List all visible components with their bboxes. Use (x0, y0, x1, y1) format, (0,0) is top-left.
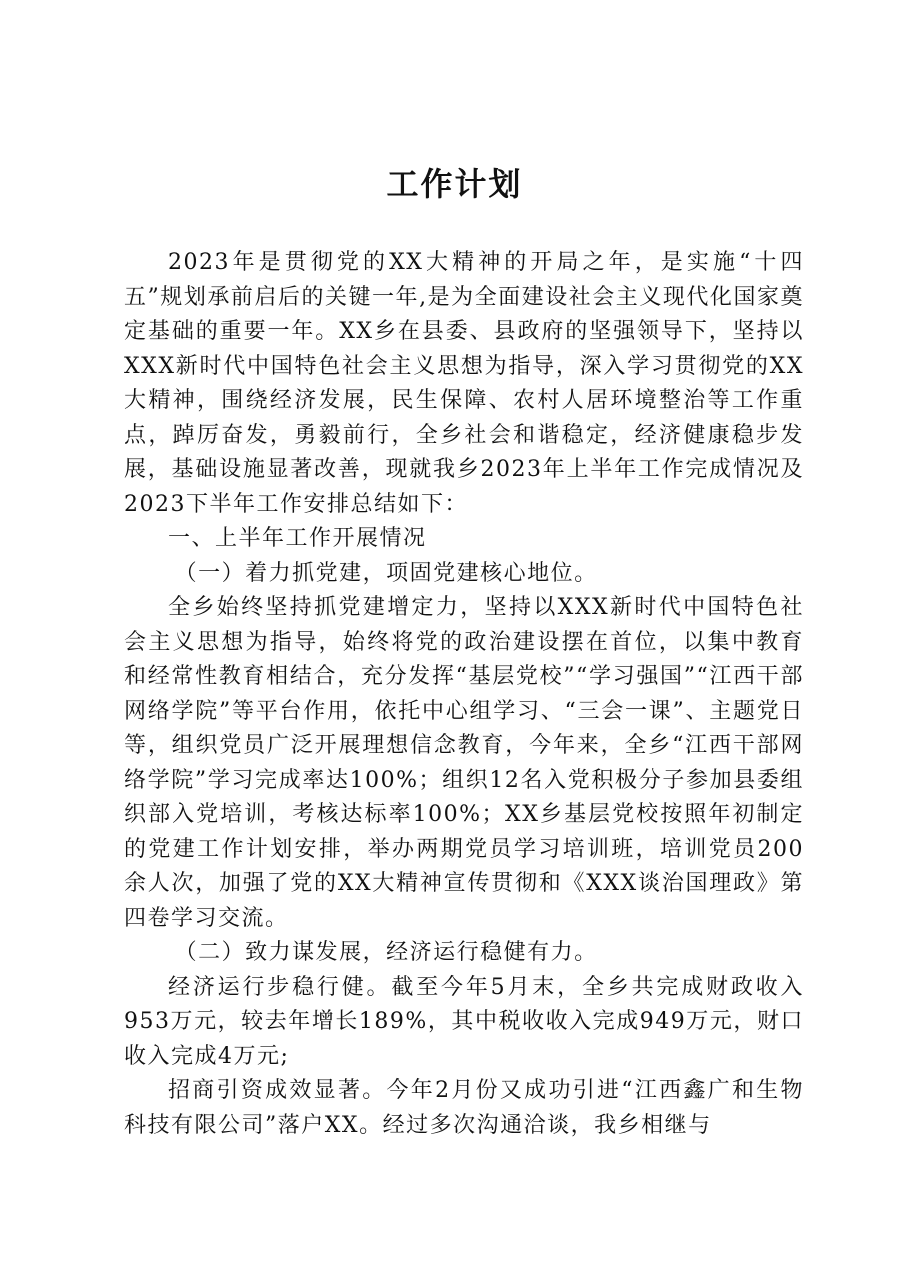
paragraph-intro: 2023年是贯彻党的XX大精神的开局之年，是实施“十四五”规划承前启后的关键一年,是为全面建设社会主义现代化国家奠定基础的重要一年。XX乡在县委、县政府的坚强领导下，坚持以XXX新时代中国特色社会主义思想为指导，深入学习贯彻党的XX大精神，围绕经济发展，民生保障、农村人居环境整治等工作重点，踔厉奋发，勇毅前行，全乡社会和谐稳定，经济健康稳步发展，基础设施显著改善，现就我乡2023年上半年工作完成情况及2023下半年工作安排总结如下： (124, 250, 804, 517)
paragraph-economy: 经济运行步稳行健。截至今年5月末，全乡共完成财政收入953万元，较去年增长189%，其中税收收入完成949万元，财口收入完成4万元; (124, 974, 804, 1069)
document-title: 工作计划 (386, 165, 523, 203)
subsection-heading-2: （二）致力谋发展，经济运行稳健有力。 (174, 940, 598, 965)
section-heading-1: 一、上半年工作开展情况 (168, 526, 427, 551)
document-body (124, 246, 804, 1143)
subsection-heading-1: （一）着力抓党建，项固党建核心地位。 (174, 560, 598, 586)
paragraph-investment: 招商引资成效显著。今年2月份又成功引进“江西鑫广和生物科技有限公司”落户XX。经过多次沟通洽谈，我乡相继与 (124, 1078, 804, 1138)
paragraph-party-building: 全乡始终坚持抓党建增定力，坚持以XXX新时代中国特色社会主义思想为指导，始终将党的政治建设摆在首位，以集中教育和经常性教育相结合，充分发挥“基层党校”“学习强国”“江西干部网络学院”等平台作用，依托中心组学习、“三会一课”、主题党日等，组织党员广泛开展理想信念教育，今年来，全乡“江西干部网络学院”学习完成率达100%；组织12名入党积极分子参加县委组织部入党培训，考核达标率100%；XX乡基层党校按照年初制定的党建工作计划安排，举办两期党员学习培训班，培训党员200余人次，加强了党的XX大精神宣传贯彻和《XXX谈治国理政》第四卷学习交流。 (124, 595, 804, 931)
